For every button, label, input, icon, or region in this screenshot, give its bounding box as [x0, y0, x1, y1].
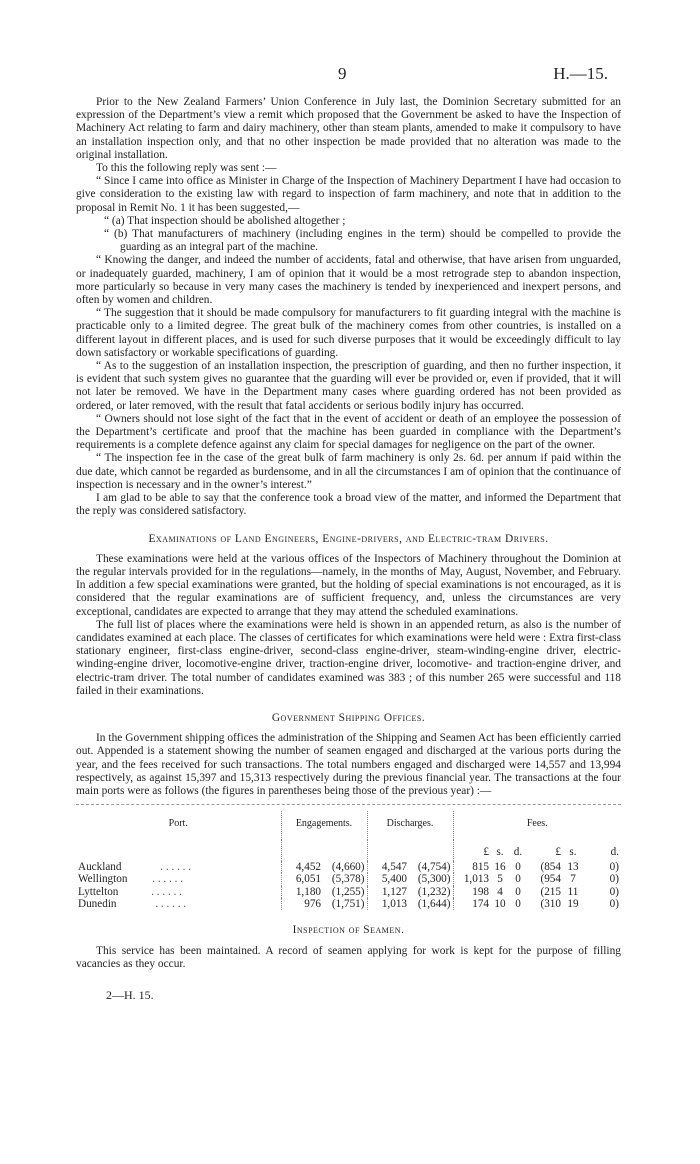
page-content — [76, 96, 621, 1002]
table-cell: 0 — [515, 860, 521, 873]
page-header — [0, 64, 700, 86]
table-cell: 0 — [515, 897, 521, 910]
table-cell: (1,232) — [409, 886, 453, 898]
unit-label: £ — [555, 846, 561, 859]
paragraph: The full list of places where the examinations were held is shown in an appended return, as also is the number of candidates examined at each place. The classes of certificates for which examinations were held were : Extra first-class stationary engineer, first-class engine-driver, second-class engine-driver, steam-winding-engine driver, electric-winding-engine driver, locomotive-engine driver, traction-engine driver, locomotive- and traction-engine driver, and electric-tram driver. The total number of candidates examined was 383 ; of this number 265 were successful and 118 failed in their examinations. — [76, 618, 621, 697]
table-cell: 976 — [304, 897, 321, 910]
table-row — [76, 886, 621, 898]
table-cell: 5 — [497, 873, 503, 886]
table-cell: (954 — [540, 873, 561, 886]
paragraph: I am glad to be able to say that the conference took a broad view of the matter, and informed the Department that the reply was considered satisfactory. — [76, 492, 621, 518]
table-cell: 1,013 — [381, 897, 407, 910]
table-cell: (310 — [540, 897, 561, 910]
table-cell: 13 — [567, 860, 579, 873]
table-cell: 4,452 — [295, 860, 321, 873]
paragraph: In the Government shipping offices the administration of the Shipping and Seamen Act has been efficiently carried out. Appended is a statement showing the number of seamen engaged and discharged at the various ports during the year, and the fees received for such transactions. The total numbers engaged and discharged were 14,557 and 13,994 respectively, as against 15,397 and 15,313 respectively during the previous financial year. The transactions at the four main ports were as follows (the figures in parentheses being those of the previous year) :— — [76, 732, 621, 797]
shipping-table — [76, 811, 621, 910]
table-cell: 198 — [472, 885, 489, 898]
leader-dots: . . . . . . — [160, 860, 192, 873]
table-cell: 1,013 — [463, 873, 489, 886]
table-cell: 174 — [472, 897, 489, 910]
paragraph: To this the following reply was sent :— — [96, 162, 277, 175]
unit-label: s. — [496, 846, 504, 859]
paragraph: “ As to the suggestion of an installation inspection, the prescription of guarding, and then no further inspection, it is evident that such system gives no guarantee that the guarding will ever be provided or, even if provided, that it will not later be removed. We have in the Department many cases where guarding ordered has not been provided as ordered, or later removed, with the result that fatal accidents or serious bodily injury has occurred. — [76, 360, 621, 412]
table-cell: 19 — [567, 897, 579, 910]
table-cell: 0) — [609, 885, 619, 898]
table-cell: (1,644) — [409, 898, 453, 910]
port-name: Lyttelton — [78, 885, 119, 898]
document-series: H.—15. — [553, 64, 608, 83]
table-cell: 0 — [515, 873, 521, 886]
units-row — [76, 840, 621, 860]
table-cell: 1,180 — [295, 885, 321, 898]
table-cell: (5,378) — [323, 873, 367, 885]
table-cell: (854 — [540, 860, 561, 873]
column-header: Port. — [76, 811, 281, 840]
table-cell: 6,051 — [295, 873, 321, 886]
paragraph: “ Knowing the danger, and indeed the number of accidents, fatal and otherwise, that have arisen from unguarded, or inadequately guarded, machinery, I am of opinion that it would be a most retrograde step to abandon inspection, more particularly so because in very many cases the machinery is tended by inexperienced and inexpert persons, and often by women and children. — [76, 254, 621, 307]
table-cell: 7 — [570, 873, 576, 886]
table-cell: (1,751) — [323, 898, 367, 910]
table-cell: (4,754) — [409, 861, 453, 873]
table-cell: (4,660) — [323, 861, 367, 873]
port-name: Dunedin — [78, 897, 117, 910]
column-header: Fees. — [526, 818, 548, 830]
table-cell: 0) — [609, 897, 619, 910]
table-cell: 16 — [494, 860, 506, 873]
leader-dots: . . . . . . — [155, 897, 187, 910]
table-cell: 0 — [515, 885, 521, 898]
paragraph: “ Since I came into office as Minister in Charge of the Inspection of Machinery Department I have had occasion to give consideration to the existing law with regard to inspection of farm machinery, and note that in addition to the proposal in Remit No. 1 it has been suggested,— — [76, 175, 621, 214]
unit-label: s. — [569, 846, 577, 859]
table-cell: 11 — [567, 885, 579, 898]
list-item: “ (b) That manufacturers of machinery (including engines in the term) should be compelled to provide the guarding as an integral part of the machine. — [104, 228, 621, 254]
unit-label: d. — [513, 846, 523, 859]
port-name: Auckland — [78, 860, 122, 873]
divider — [76, 804, 621, 805]
table-row — [76, 873, 621, 885]
page-number: 9 — [338, 64, 347, 83]
table-cell: (5,300) — [409, 873, 453, 885]
section-heading: Inspection of Seamen. — [292, 924, 405, 937]
unit-label: d. — [610, 846, 619, 859]
paragraph: Prior to the New Zealand Farmers’ Union Conference in July last, the Dominion Secretary submitted for an expression of the Department’s view a remit which proposed that the Government be asked to have the Inspection of Machinery Act relating to farm and dairy machinery, other than steam plants, amended to make it compulsory to have an installation inspection only, and that no other inspection be made provided that no alteration was made to the original installation. — [76, 96, 621, 161]
table-cell: 4,547 — [381, 860, 407, 873]
paragraph: “ The suggestion that it should be made compulsory for manufacturers to fit guarding integral with the machine is practicable only to a limited degree. The great bulk of the machinery comes from other countries, is installed on a different layout in different places, and is used for such diverse purposes that it would be exceedingly difficult to lay down satisfactory or workable specifications of guarding. — [76, 307, 621, 359]
table-cell: 10 — [494, 897, 506, 910]
leader-dots: . . . . . . — [152, 873, 183, 886]
paragraph: These examinations were held at the various offices of the Inspectors of Machinery throughout the Dominion at the regular intervals provided for in the regulations—namely, in the months of May, August, November, and February. In addition a few special examinations were granted, but the holding of special examinations is not encouraged, as it is considered that the regular examinations are of sufficient frequency, and, unless the circumstances are very exceptional, candidates are expected to arrange that they may attend the scheduled examinations. — [76, 552, 621, 618]
section-heading: Examinations of Land Engineers, Engine-drivers, and Electric-tram Drivers. — [148, 532, 549, 545]
table-cell: 815 — [472, 860, 489, 873]
table-cell: (1,255) — [323, 886, 367, 898]
unit-label: £ — [483, 846, 489, 859]
table-row — [76, 898, 621, 910]
table-cell: (215 — [540, 885, 561, 898]
leader-dots: . . . . . . — [151, 885, 182, 898]
column-header: Engagements. — [281, 811, 367, 840]
list-item: “ (a) That inspection should be abolished altogether ; — [104, 214, 346, 227]
column-header: Discharges. — [367, 811, 453, 840]
port-name: Wellington — [78, 873, 128, 886]
section-heading: Government Shipping Offices. — [271, 711, 426, 724]
table-cell: 1,127 — [381, 885, 407, 898]
table-row — [76, 861, 621, 873]
table-header-row — [76, 811, 621, 840]
table-cell: 0) — [609, 873, 619, 886]
paragraph: This service has been maintained. A record of seamen applying for work is kept for the purpose of filling vacancies as they occur. — [76, 944, 621, 970]
paragraph: “ The inspection fee in the case of the great bulk of farm machinery is only 2s. 6d. per annum if paid within the due date, which cannot be regarded as burdensome, and in all the circumstances I am of opinion that the continuance of inspection is necessary and in the owner’s interest.” — [76, 452, 621, 491]
paragraph: “ Owners should not lose sight of the fact that in the event of accident or death of an employee the possession of the Department’s certificate and proof that the machine has been guarded in compliance with the Department’s requirements is a complete defence against any claim for special damages for negligence on the part of the owner. — [76, 412, 621, 452]
table-cell: 4 — [497, 885, 503, 898]
page-signature: 2—H. 15. — [106, 988, 154, 1002]
table-cell: 5,400 — [381, 873, 407, 886]
table-cell: 0) — [609, 860, 619, 873]
